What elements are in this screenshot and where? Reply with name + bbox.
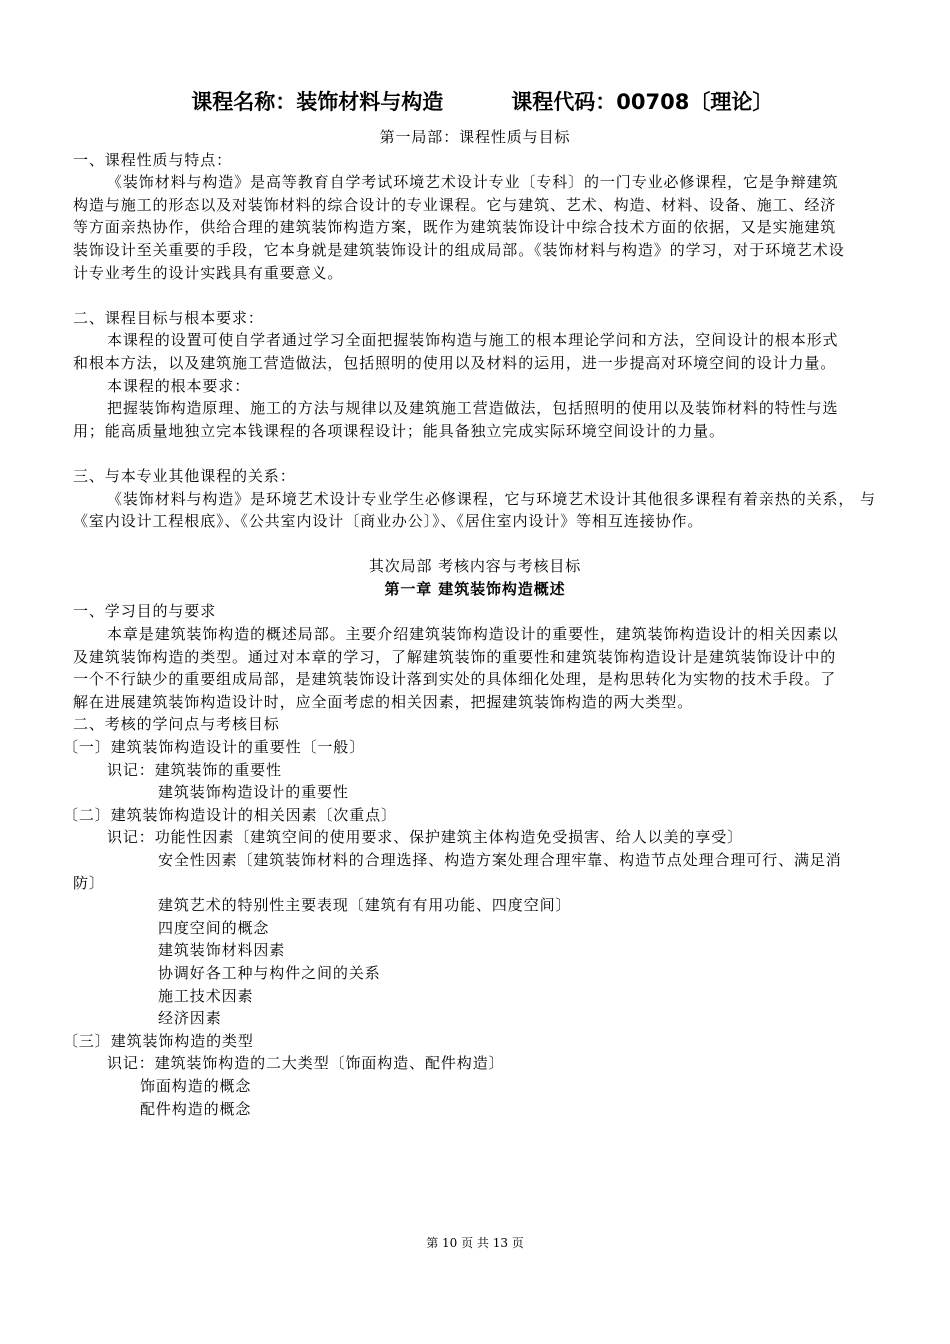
paragraph-line: 把握装饰构造原理、施工的方法与规律以及建筑施工营造做法，包括照明的使用以及装饰材料的特性与选 [107, 399, 839, 418]
chapter-title: 第一章 建筑装饰构造概述 [384, 579, 566, 598]
paragraph-line: 《装饰材料与构造》是高等教育自学考试环境艺术设计专业〔专科〕的一门专业必修课程，它是争辩建筑 [107, 173, 839, 192]
paragraph-line: 本章是建筑装饰构造的概述局部。主要介绍建筑装饰构造设计的重要性，建筑装饰构造设计的相关因素以 [107, 625, 839, 644]
part2-heading: 其次局部 考核内容与考核目标 [368, 557, 582, 576]
paragraph-line: 本课程的设置可使自学者通过学习全面把握装饰构造与施工的根本理论学问和方法，空间设计的根本形式 [107, 331, 839, 350]
document-body [63, 126, 893, 1120]
section-heading: 三、与本专业其他课程的关系： [73, 466, 296, 485]
knowledge-item: 饰面构造的概念 [140, 1076, 252, 1095]
part1-heading: 第一局部：课程性质与目标 [379, 128, 571, 146]
knowledge-point-title: 〔二〕建筑装饰构造设计的相关因素〔次重点〕 [63, 805, 397, 824]
paragraph-line: 计专业考生的设计实践具有重要意义。 [73, 263, 344, 282]
section-heading: 二、考核的学问点与考核目标 [73, 715, 280, 734]
knowledge-item: 建筑艺术的特别性主要表现〔建筑有有用功能、四度空间〕 [158, 896, 572, 915]
knowledge-point-title: 〔三〕建筑装饰构造的类型 [63, 1031, 254, 1050]
knowledge-item: 识记：建筑装饰构造的二大类型〔饰面构造、配件构造〕 [107, 1054, 505, 1073]
course-code: 课程代码：00708〔理论〕 [511, 90, 774, 114]
document-title [0, 62, 950, 116]
course-name: 课程名称：装饰材料与构造 [191, 90, 444, 114]
knowledge-item: 配件构造的概念 [140, 1099, 252, 1118]
knowledge-item: 建筑装饰构造设计的重要性 [158, 783, 349, 802]
knowledge-item: 经济因素 [158, 1009, 222, 1028]
page-number: 第 10 页 共 13 页 [426, 1236, 524, 1250]
paragraph-line: 解在进展建筑装饰构造设计时，应全面考虑的相关因素，把握建筑装饰构造的两大类型。 [73, 692, 694, 711]
section-heading: 二、课程目标与根本要求： [73, 308, 264, 327]
spacer [73, 284, 893, 307]
paragraph-line: 构造与施工的形态以及对装饰材料的综合设计的专业课程。它与建筑、艺术、构造、材料、设备、施工、经济 [73, 195, 837, 214]
paragraph-line: 一个不行缺少的重要组成局部，是建筑装饰设计落到实处的具体细化处理，是构思转化为实物的技术手段。了 [73, 670, 837, 689]
spacer [73, 442, 893, 465]
knowledge-item: 识记：功能性因素〔建筑空间的使用要求、保护建筑主体构造免受损害、给人以美的享受〕 [107, 828, 744, 847]
paragraph-line: 和根本方法，以及建筑施工营造做法，包括照明的使用以及材料的运用，进一步提高对环境空间的设计力量。 [73, 353, 837, 372]
knowledge-item-continued: 防〕 [73, 873, 105, 892]
section-heading: 一、学习目的与要求 [73, 602, 217, 621]
knowledge-item: 协调好各工种与构件之间的关系 [158, 963, 381, 982]
section-heading: 一、课程性质与特点： [73, 150, 233, 169]
knowledge-item: 识记：建筑装饰的重要性 [107, 760, 282, 779]
paragraph-line: 用；能高质量地独立完本钱课程的各项课程设计；能具备独立完成实际环境空间设计的力量。 [73, 421, 725, 440]
knowledge-item: 建筑装饰材料因素 [158, 941, 286, 960]
paragraph-line: 等方面亲热协作，供给合理的建筑装饰构造方案，既作为建筑装饰设计中综合技术方面的依据，又是实施建筑 [73, 218, 837, 237]
paragraph-line: 装饰设计至关重要的手段，它本身就是建筑装饰设计的组成局部。《装饰材料与构造》的学习，对于环境艺术设 [73, 240, 845, 259]
paragraph-line: 《室内设计工程根底》、《公共室内设计〔商业办公〕》、《居住室内设计》等相互连接协作。 [73, 512, 704, 531]
spacer [73, 533, 893, 556]
knowledge-point-title: 〔一〕建筑装饰构造设计的重要性〔一般〕 [63, 738, 366, 757]
paragraph-line: 本课程的根本要求： [107, 376, 251, 395]
paragraph-line: 及建筑装饰构造的类型。通过对本章的学习，了解建筑装饰的重要性和建筑装饰构造设计是建筑装饰设计中的 [73, 647, 837, 666]
paragraph-line: 《装饰材料与构造》是环境艺术设计专业学生必修课程，它与环境艺术设计其他很多课程有着亲热的关系， 与 [107, 489, 876, 508]
knowledge-item: 安全性因素〔建筑装饰材料的合理选择、构造方案处理合理牢靠、构造节点处理合理可行、满足消 [158, 851, 842, 869]
knowledge-item: 施工技术因素 [158, 986, 254, 1005]
knowledge-item: 四度空间的概念 [158, 918, 270, 937]
